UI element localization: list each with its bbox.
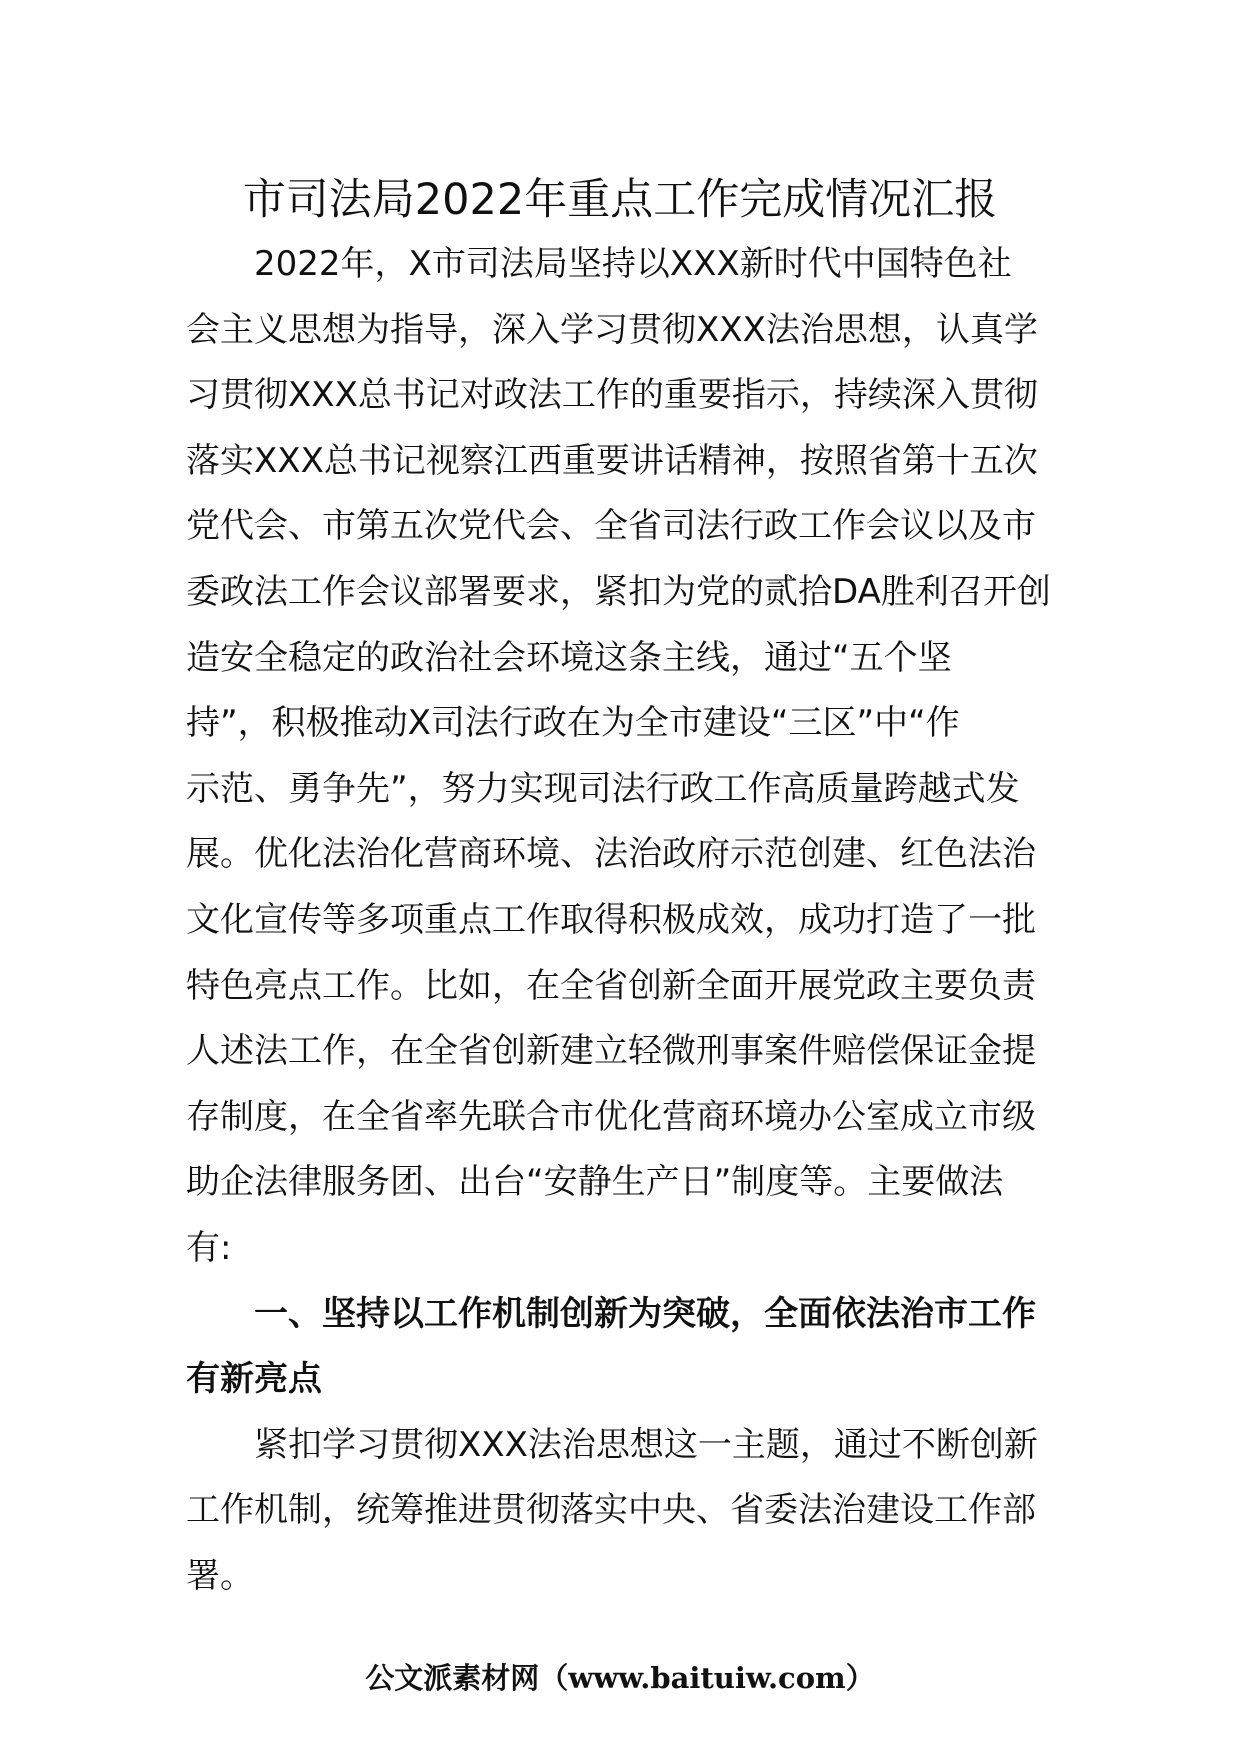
- paragraph-line: 委政法工作会议部署要求，紧扣为党的贰拾DA胜利召开创: [186, 571, 1051, 612]
- paragraph-line: 示范、勇争先”，努力实现司法行政工作高质量跨越式发: [186, 768, 1020, 809]
- paragraph-line: 工作机制，统筹推进贯彻落实中央、省委法治建设工作部: [186, 1490, 1036, 1531]
- footer-watermark: 公文派素材网（www.baituiw.com）: [365, 1661, 875, 1695]
- intro-paragraph: [186, 232, 1054, 1282]
- section-paragraph: [186, 1413, 1054, 1610]
- paragraph-line: 党代会、市第五次党代会、全省司法行政工作会议以及市: [186, 506, 1036, 547]
- document-title: 市司法局2022年重点工作完成情况汇报: [242, 175, 998, 225]
- paragraph-line: 持”，积极推动X司法行政在为全市建设“三区”中“作: [186, 703, 960, 744]
- section-heading-line: 一、坚持以工作机制创新为突破，全面依法治市工作: [254, 1293, 1036, 1334]
- paragraph-line: 特色亮点工作。比如，在全省创新全面开展党政主要负责: [186, 965, 1036, 1006]
- paragraph-line: 紧扣学习贯彻XXX法治思想这一主题，通过不断创新: [254, 1424, 1038, 1465]
- section-heading-line: 有新亮点: [186, 1359, 322, 1400]
- paragraph-line: 助企法律服务团、出台“安静生产日”制度等。主要做法: [186, 1162, 1004, 1203]
- paragraph-line: 存制度，在全省率先联合市优化营商环境办公室成立市级: [186, 1096, 1036, 1137]
- paragraph-line: 会主义思想为指导，深入学习贯彻XXX法治思想，认真学: [186, 309, 1038, 350]
- paragraph-line: 有:: [186, 1227, 232, 1268]
- paragraph-line: 习贯彻XXX总书记对政法工作的重要指示，持续深入贯彻: [186, 375, 1038, 416]
- paragraph-line: 署。: [186, 1555, 254, 1596]
- paragraph-line: 展。优化法治化营商环境、法治政府示范创建、红色法治: [186, 834, 1036, 875]
- document-body: [186, 232, 1054, 1609]
- section-heading: [186, 1282, 1054, 1413]
- paragraph-line: 2022年，X市司法局坚持以XXX新时代中国特色社: [254, 244, 1012, 284]
- paragraph-line: 文化宣传等多项重点工作取得积极成效，成功打造了一批: [186, 899, 1036, 940]
- paragraph-line: 造安全稳定的政治社会环境这条主线，通过“五个坚: [186, 637, 952, 678]
- paragraph-line: 人述法工作，在全省创新建立轻微刑事案件赔偿保证金提: [186, 1031, 1036, 1072]
- paragraph-line: 落实XXX总书记视察江西重要讲话精神，按照省第十五次: [186, 440, 1038, 481]
